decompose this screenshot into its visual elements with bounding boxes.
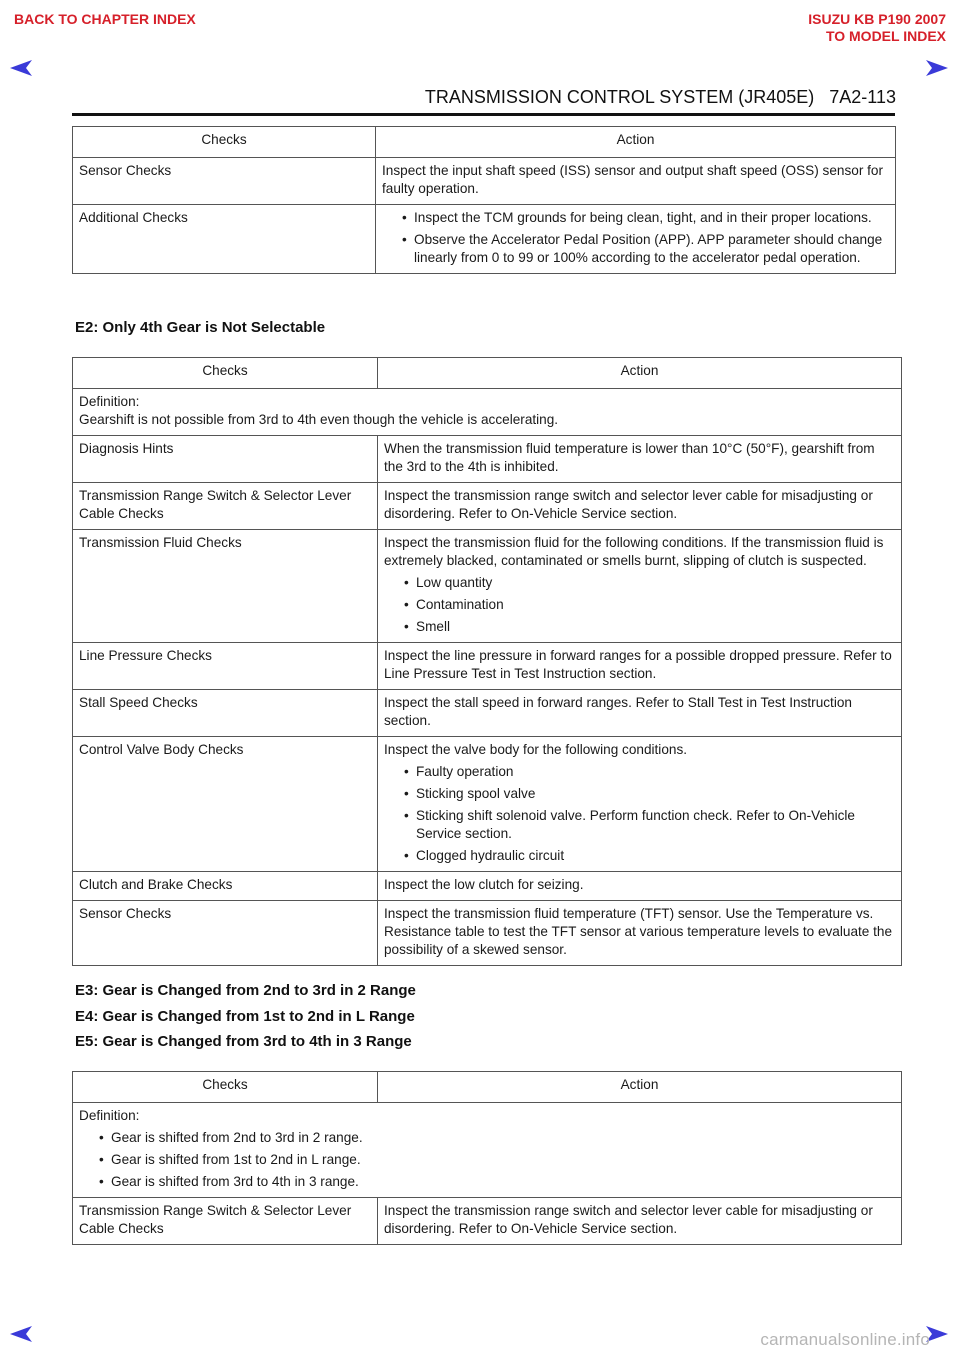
checks-column-header: Checks <box>73 127 376 158</box>
check-cell: Transmission Range Switch & Selector Lever Cable Checks <box>73 483 378 530</box>
list-item: • Faulty operation <box>384 763 895 781</box>
definition-cell <box>73 1103 902 1198</box>
table-row <box>73 737 902 872</box>
e2-checks-table <box>72 357 902 966</box>
table-row <box>73 1198 902 1245</box>
definition-row <box>73 1103 902 1198</box>
watermark: carmanualsonline.info <box>760 1330 930 1349</box>
action-cell: Inspect the input shaft speed (ISS) sensor and output shaft speed (OSS) sensor for faulty operation. <box>376 158 896 205</box>
definition-row <box>73 389 902 436</box>
action-cell: Inspect the line pressure in forward ranges for a possible dropped pressure. Refer to Line Pressure Test in Test Instruction section. <box>378 643 902 690</box>
list-item: • Gear is shifted from 3rd to 4th in 3 range. <box>79 1173 895 1191</box>
list-item: • Contamination <box>384 596 895 614</box>
checks-column-header: Checks <box>73 358 378 389</box>
section-heading-e4: E4: Gear is Changed from 1st to 2nd in L Range <box>75 1008 415 1025</box>
action-text: Inspect the transmission fluid for the following conditions. If the transmission fluid is extremely blacked, contaminated or smells burnt, slipping of clutch is suspected. <box>384 535 884 568</box>
table-header-row <box>73 358 902 389</box>
table-row <box>73 158 896 205</box>
action-column-header: Action <box>378 358 902 389</box>
checks-column-header: Checks <box>73 1072 378 1103</box>
table-row <box>73 483 902 530</box>
action-cell: Inspect the low clutch for seizing. <box>378 872 902 901</box>
list-item: • Gear is shifted from 1st to 2nd in L range. <box>79 1151 895 1169</box>
action-column-header: Action <box>378 1072 902 1103</box>
table-row <box>73 530 902 643</box>
check-cell: Line Pressure Checks <box>73 643 378 690</box>
definition-label: Definition: <box>79 394 140 409</box>
list-item: • Sticking shift solenoid valve. Perform function check. Refer to On-Vehicle Service section. <box>384 807 895 843</box>
action-cell <box>378 530 902 643</box>
action-cell: When the transmission fluid temperature is lower than 10°C (50°F), gearshift from the 3rd to the 4th is inhibited. <box>378 436 902 483</box>
check-cell: Control Valve Body Checks <box>73 737 378 872</box>
action-column-header: Action <box>376 127 896 158</box>
list-item: • Clogged hydraulic circuit <box>384 847 895 865</box>
list-item: • Low quantity <box>384 574 895 592</box>
section-heading-e3: E3: Gear is Changed from 2nd to 3rd in 2 Range <box>75 982 416 999</box>
section-heading-e2: E2: Only 4th Gear is Not Selectable <box>75 319 326 336</box>
action-cell <box>376 205 896 274</box>
list-item: • Inspect the TCM grounds for being clean, tight, and in their proper locations. <box>382 209 889 227</box>
action-text: Inspect the valve body for the following conditions. <box>384 742 688 757</box>
check-cell: Clutch and Brake Checks <box>73 872 378 901</box>
list-item: • Gear is shifted from 2nd to 3rd in 2 range. <box>79 1129 895 1147</box>
check-cell: Transmission Fluid Checks <box>73 530 378 643</box>
table-row <box>73 205 896 274</box>
action-cell: Inspect the transmission range switch and selector lever cable for misadjusting or disordering. Refer to On-Vehicle Service section. <box>378 483 902 530</box>
table-row <box>73 690 902 737</box>
table-header-row <box>73 1072 902 1103</box>
check-cell: Sensor Checks <box>73 901 378 966</box>
back-to-chapter-index-link[interactable]: BACK TO CHAPTER INDEX <box>14 11 196 27</box>
table-row <box>73 643 902 690</box>
check-cell: Diagnosis Hints <box>73 436 378 483</box>
action-cell: Inspect the transmission range switch and selector lever cable for misadjusting or disordering. Refer to On-Vehicle Service section. <box>378 1198 902 1245</box>
e3-e5-checks-table <box>72 1071 902 1245</box>
list-item: • Smell <box>384 618 895 636</box>
definition-cell <box>73 389 902 436</box>
action-cell: Inspect the transmission fluid temperature (TFT) sensor. Use the Temperature vs. Resistance table to test the TFT sensor at various temperature levels to evaluate the possibility of a skewed sensor. <box>378 901 902 966</box>
check-cell: Sensor Checks <box>73 158 376 205</box>
to-model-index-label: TO MODEL INDEX <box>825 28 946 44</box>
to-model-index-link[interactable] <box>808 11 946 45</box>
header-divider <box>72 113 895 116</box>
check-cell: Stall Speed Checks <box>73 690 378 737</box>
table-row <box>73 436 902 483</box>
model-name: ISUZU KB P190 2007 <box>808 11 946 27</box>
previous-page-arrow-bottom-icon[interactable] <box>8 1324 34 1344</box>
action-cell <box>378 737 902 872</box>
next-page-arrow-icon[interactable] <box>924 58 950 78</box>
table-header-row <box>73 127 896 158</box>
list-item: • Sticking spool valve <box>384 785 895 803</box>
check-cell: Transmission Range Switch & Selector Lever Cable Checks <box>73 1198 378 1245</box>
section-heading-e5: E5: Gear is Changed from 3rd to 4th in 3 Range <box>75 1033 412 1050</box>
definition-text: Gearshift is not possible from 3rd to 4th even though the vehicle is accelerating. <box>79 412 559 427</box>
page-title: TRANSMISSION CONTROL SYSTEM (JR405E) 7A2-113 <box>424 87 896 107</box>
definition-label: Definition: <box>79 1108 140 1123</box>
check-cell: Additional Checks <box>73 205 376 274</box>
list-item: • Observe the Accelerator Pedal Position (APP). APP parameter should change linearly from 0 to 99 or 100% according to the accelerator pedal operation. <box>382 231 889 267</box>
previous-page-arrow-icon[interactable] <box>8 58 34 78</box>
table-row <box>73 901 902 966</box>
action-cell: Inspect the stall speed in forward ranges. Refer to Stall Test in Test Instruction section. <box>378 690 902 737</box>
table-row <box>73 872 902 901</box>
additional-checks-table <box>72 126 896 274</box>
